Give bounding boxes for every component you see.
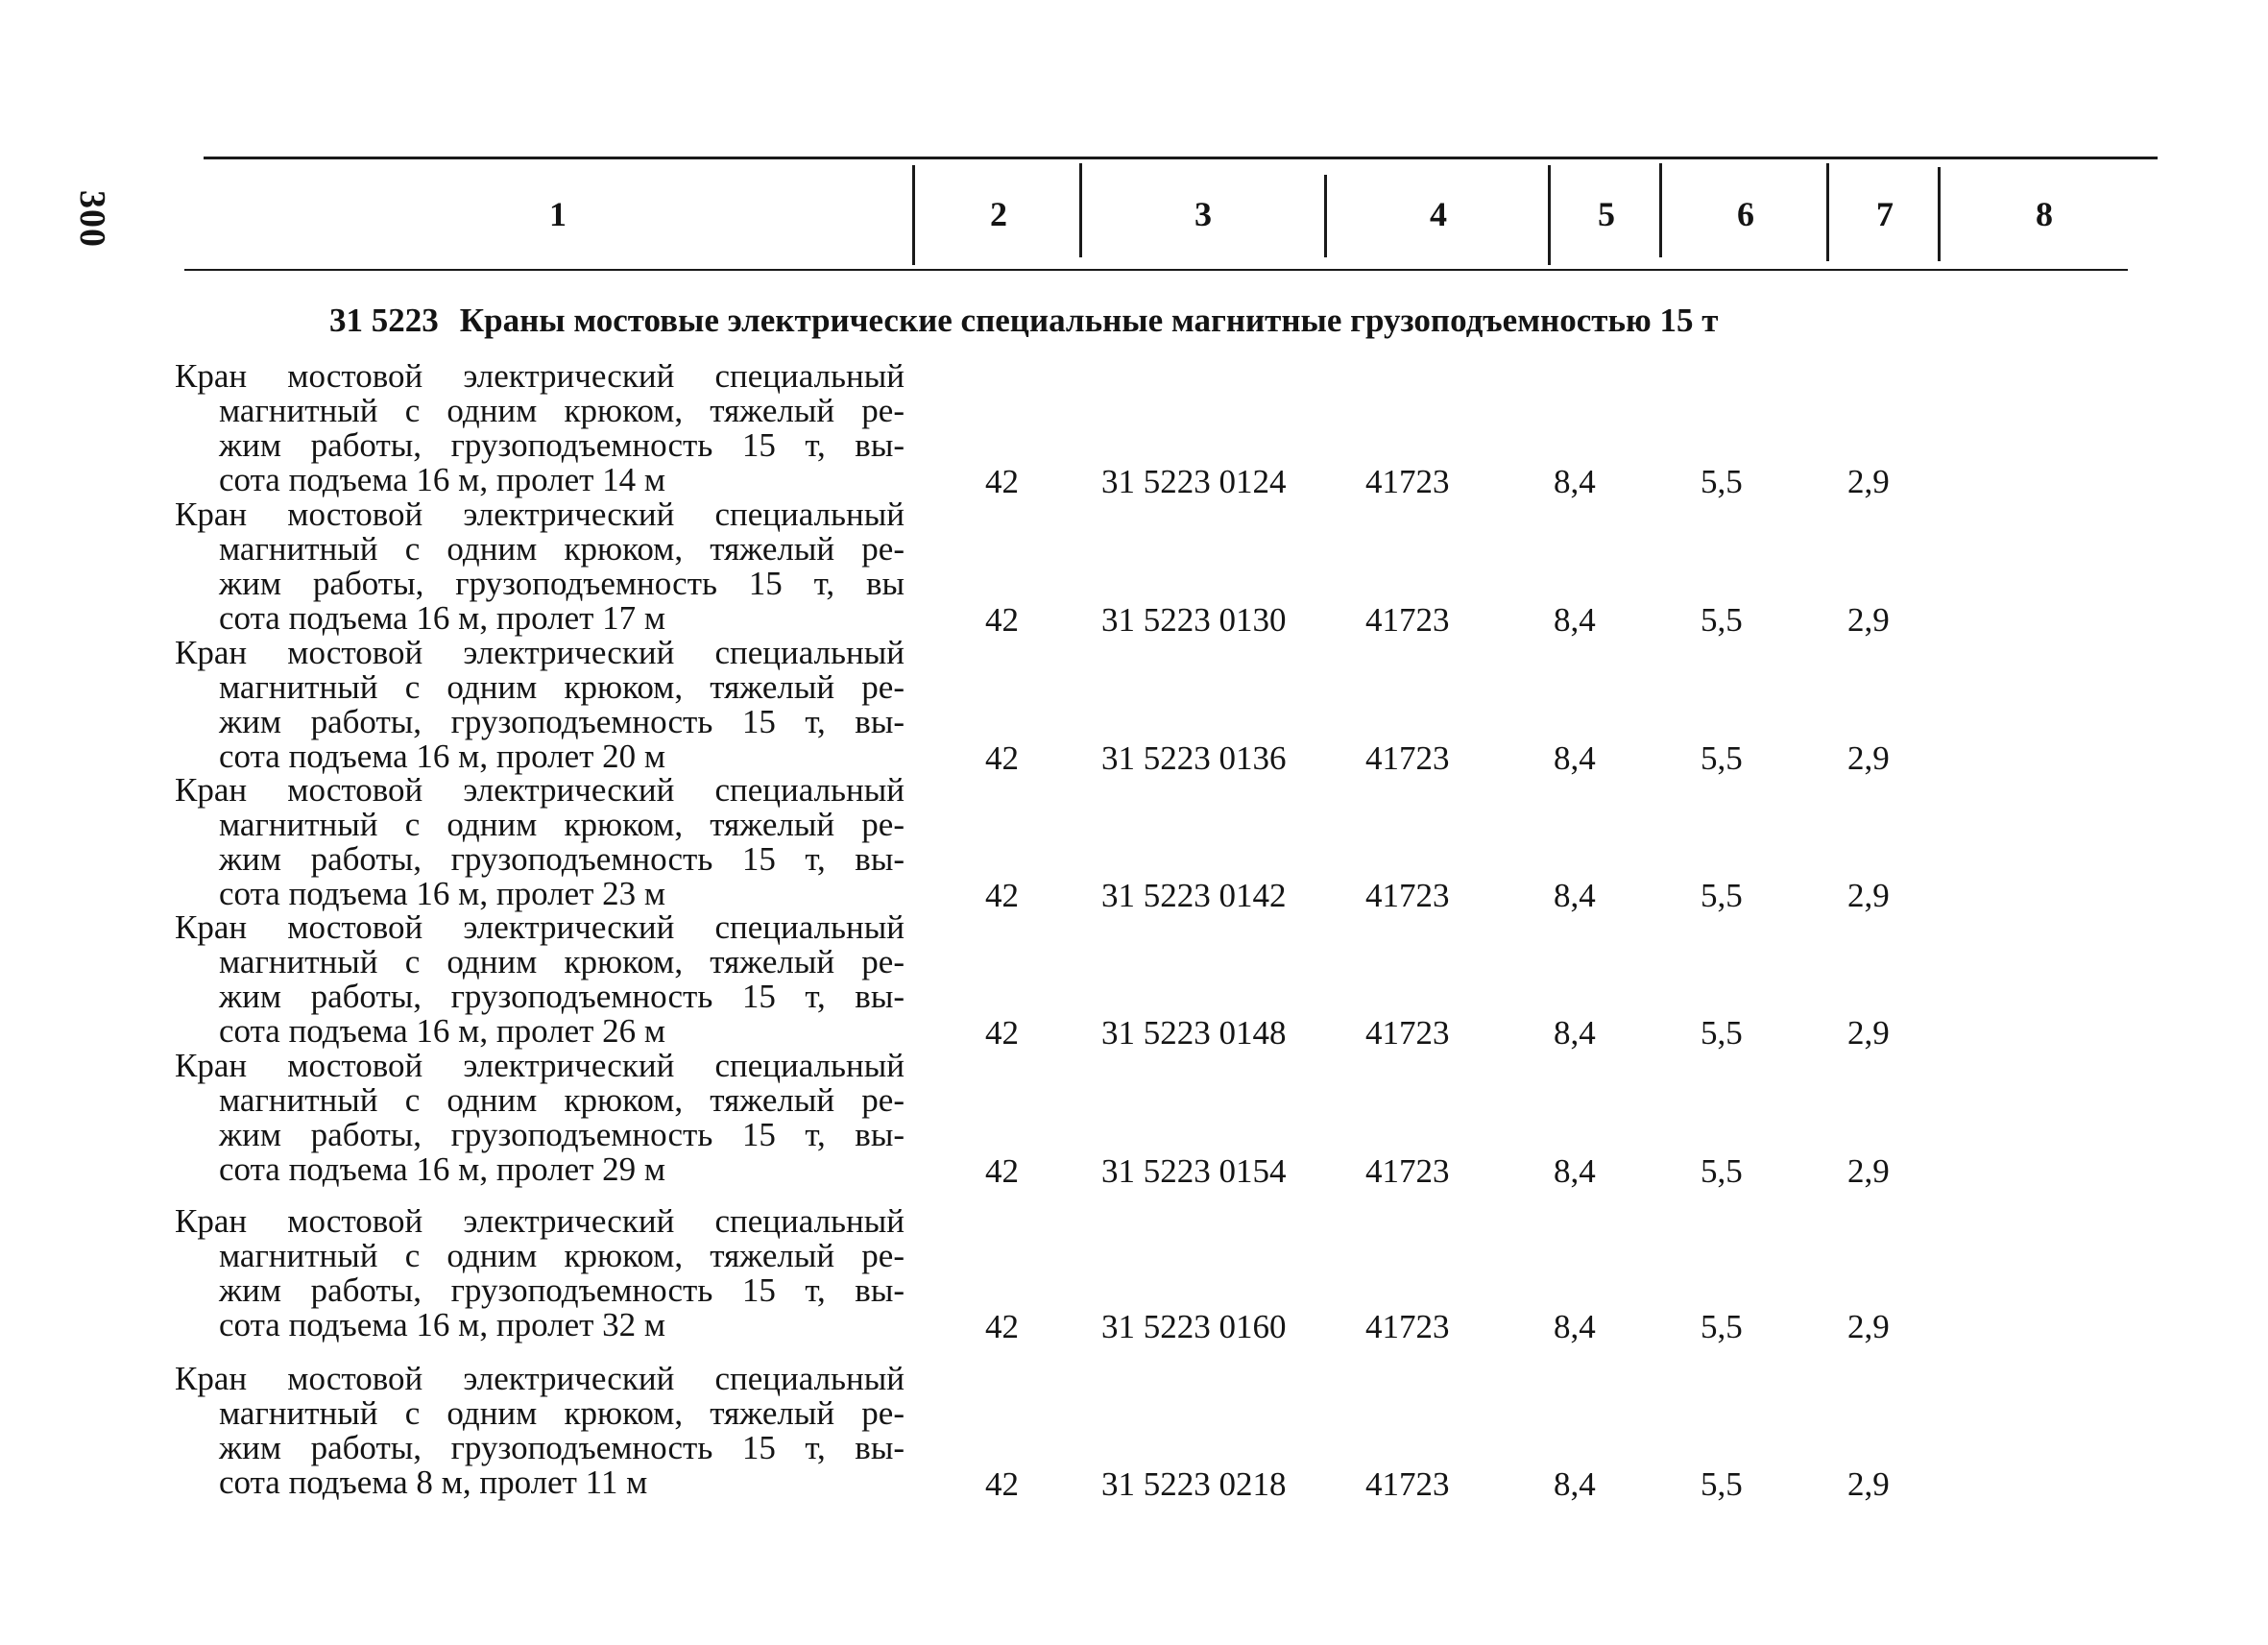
- description-line: Кран мостовой электрический специальный: [175, 357, 905, 395]
- cell-col-4: 41723: [1365, 601, 1450, 639]
- column-header-1: 1: [549, 195, 567, 233]
- cell-col-5: 8,4: [1554, 1308, 1596, 1345]
- cell-col-6: 5,5: [1701, 739, 1743, 777]
- cell-col-5: 8,4: [1554, 601, 1596, 639]
- row-description: [175, 497, 905, 636]
- cell-col-3: 31 5223 0136: [1101, 739, 1287, 777]
- section-title: [329, 302, 1718, 340]
- description-line: Кран мостовой электрический специальный: [175, 1202, 905, 1240]
- cell-col-2: 42: [985, 1465, 1019, 1503]
- description-line: сота подъема 16 м, пролет 23 м: [219, 875, 666, 912]
- cell-col-7: 2,9: [1847, 601, 1890, 639]
- description-line: магнитный с одним крюком, тяжелый ре-: [219, 1237, 905, 1274]
- column-divider: [1938, 167, 1941, 261]
- cell-col-2: 42: [985, 877, 1019, 914]
- description-line: магнитный с одним крюком, тяжелый ре-: [219, 668, 905, 706]
- cell-col-3: 31 5223 0124: [1101, 463, 1287, 500]
- description-line: сота подъема 8 м, пролет 11 м: [219, 1464, 648, 1501]
- column-header-5: 5: [1598, 195, 1615, 233]
- cell-col-7: 2,9: [1847, 1308, 1890, 1345]
- description-line: магнитный с одним крюком, тяжелый ре-: [219, 1394, 905, 1432]
- description-line: Кран мостовой электрический специальный: [175, 771, 905, 809]
- cell-col-6: 5,5: [1701, 877, 1743, 914]
- row-description: [175, 1204, 905, 1343]
- column-divider: [1324, 175, 1327, 257]
- column-header-7: 7: [1876, 195, 1894, 233]
- cell-col-3: 31 5223 0130: [1101, 601, 1287, 639]
- table-top-rule: [204, 157, 2158, 159]
- cell-col-6: 5,5: [1701, 1465, 1743, 1503]
- description-line: магнитный с одним крюком, тяжелый ре-: [219, 530, 905, 568]
- cell-col-4: 41723: [1365, 463, 1450, 500]
- section-heading: Краны мостовые электрические специальные магнитные грузоподъемностью 15 т: [459, 302, 1719, 339]
- description-line: Кран мостовой электрический специальный: [175, 1360, 905, 1397]
- description-line: Кран мостовой электрический специальный: [175, 1047, 905, 1084]
- row-description: [175, 773, 905, 911]
- cell-col-4: 41723: [1365, 1308, 1450, 1345]
- description-line: магнитный с одним крюком, тяжелый ре-: [219, 943, 905, 980]
- cell-col-6: 5,5: [1701, 601, 1743, 639]
- page-number: 300: [72, 190, 112, 248]
- description-line: сота подъема 16 м, пролет 26 м: [219, 1012, 666, 1050]
- cell-col-2: 42: [985, 601, 1019, 639]
- cell-col-3: 31 5223 0154: [1101, 1152, 1287, 1190]
- column-divider: [1826, 163, 1829, 261]
- cell-col-4: 41723: [1365, 1465, 1450, 1503]
- column-header-6: 6: [1737, 195, 1754, 233]
- description-line: жим работы, грузоподъемность 15 т, вы-: [219, 840, 905, 878]
- description-line: сота подъема 16 м, пролет 17 м: [219, 599, 666, 637]
- row-description: [175, 636, 905, 774]
- column-header-8: 8: [2036, 195, 2053, 233]
- description-line: сота подъема 16 м, пролет 20 м: [219, 738, 666, 775]
- cell-col-5: 8,4: [1554, 1014, 1596, 1052]
- cell-col-4: 41723: [1365, 1152, 1450, 1190]
- cell-col-3: 31 5223 0148: [1101, 1014, 1287, 1052]
- description-line: жим работы, грузоподъемность 15 т, вы-: [219, 978, 905, 1015]
- column-header-2: 2: [990, 195, 1007, 233]
- cell-col-3: 31 5223 0160: [1101, 1308, 1287, 1345]
- cell-col-5: 8,4: [1554, 1152, 1596, 1190]
- cell-col-6: 5,5: [1701, 1308, 1743, 1345]
- cell-col-5: 8,4: [1554, 463, 1596, 500]
- description-line: магнитный с одним крюком, тяжелый ре-: [219, 1081, 905, 1119]
- row-description: [175, 359, 905, 497]
- cell-col-2: 42: [985, 1014, 1019, 1052]
- cell-col-2: 42: [985, 1308, 1019, 1345]
- cell-col-5: 8,4: [1554, 739, 1596, 777]
- cell-col-3: 31 5223 0142: [1101, 877, 1287, 914]
- description-line: сота подъема 16 м, пролет 32 м: [219, 1306, 666, 1343]
- cell-col-4: 41723: [1365, 877, 1450, 914]
- description-line: сота подъема 16 м, пролет 14 м: [219, 461, 666, 498]
- row-description: [175, 1049, 905, 1187]
- description-line: жим работы, грузоподъемность 15 т, вы-: [219, 1116, 905, 1153]
- cell-col-7: 2,9: [1847, 1014, 1890, 1052]
- description-line: жим работы, грузоподъемность 15 т, вы: [219, 565, 905, 602]
- cell-col-7: 2,9: [1847, 463, 1890, 500]
- section-code: 31 5223: [329, 302, 439, 339]
- cell-col-2: 42: [985, 463, 1019, 500]
- cell-col-7: 2,9: [1847, 1152, 1890, 1190]
- cell-col-6: 5,5: [1701, 463, 1743, 500]
- row-description: [175, 1362, 905, 1500]
- column-divider: [912, 165, 915, 265]
- column-header-3: 3: [1194, 195, 1212, 233]
- description-line: жим работы, грузоподъемность 15 т, вы-: [219, 1271, 905, 1309]
- cell-col-7: 2,9: [1847, 1465, 1890, 1503]
- cell-col-7: 2,9: [1847, 877, 1890, 914]
- cell-col-2: 42: [985, 739, 1019, 777]
- column-divider: [1548, 165, 1551, 265]
- cell-col-7: 2,9: [1847, 739, 1890, 777]
- row-description: [175, 910, 905, 1049]
- column-divider: [1079, 163, 1082, 257]
- cell-col-5: 8,4: [1554, 877, 1596, 914]
- cell-col-2: 42: [985, 1152, 1019, 1190]
- cell-col-3: 31 5223 0218: [1101, 1465, 1287, 1503]
- description-line: жим работы, грузоподъемность 15 т, вы-: [219, 426, 905, 464]
- description-line: Кран мостовой электрический специальный: [175, 908, 905, 946]
- description-line: Кран мостовой электрический специальный: [175, 496, 905, 533]
- description-line: Кран мостовой электрический специальный: [175, 634, 905, 671]
- description-line: магнитный с одним крюком, тяжелый ре-: [219, 806, 905, 843]
- cell-col-5: 8,4: [1554, 1465, 1596, 1503]
- table-header-bottom-rule: [184, 269, 2128, 271]
- cell-col-4: 41723: [1365, 739, 1450, 777]
- description-line: сота подъема 16 м, пролет 29 м: [219, 1150, 666, 1188]
- table-header: [0, 163, 2268, 265]
- cell-col-6: 5,5: [1701, 1014, 1743, 1052]
- description-line: жим работы, грузоподъемность 15 т, вы-: [219, 703, 905, 740]
- column-divider: [1659, 163, 1662, 257]
- description-line: магнитный с одним крюком, тяжелый ре-: [219, 392, 905, 429]
- column-header-4: 4: [1430, 195, 1447, 233]
- description-line: жим работы, грузоподъемность 15 т, вы-: [219, 1429, 905, 1466]
- cell-col-6: 5,5: [1701, 1152, 1743, 1190]
- cell-col-4: 41723: [1365, 1014, 1450, 1052]
